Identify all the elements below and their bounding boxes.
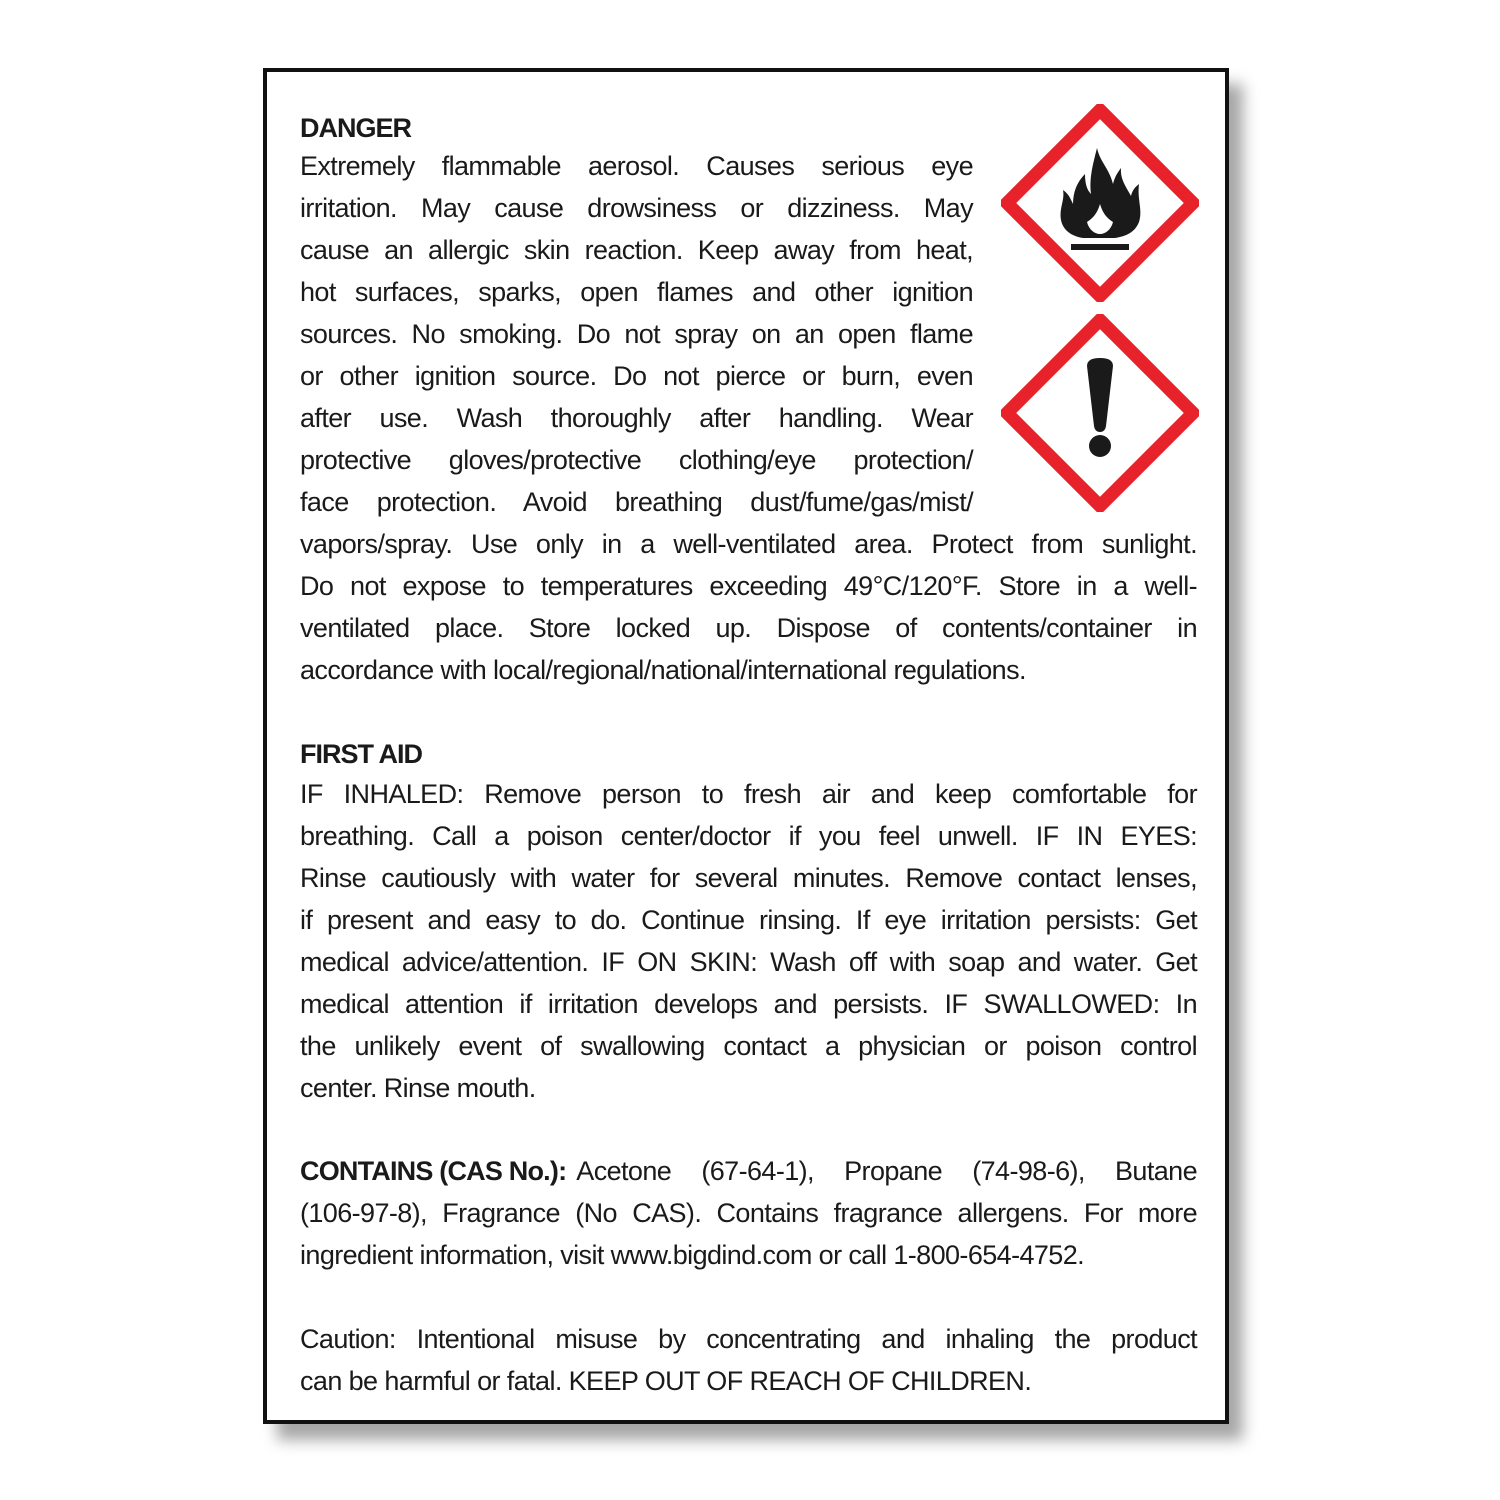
first-aid-line: medical attention if irritation develops and persists. IF SWALLOWED: In [300,989,1197,1019]
danger-line: Extremely flammable aerosol. Causes serious eye [300,151,973,181]
danger-line: Do not expose to temperatures exceeding 49°C/120°F. Store in a well- [300,571,1197,601]
danger-heading: DANGER [300,113,412,143]
contains-line: (106-97-8), Fragrance (No CAS). Contains fragrance allergens. For more [300,1198,1197,1228]
first-aid-line: IF INHALED: Remove person to fresh air and keep comfortable for [300,779,1197,809]
exclamation-icon [1001,314,1199,512]
flame-pictogram [1001,104,1199,302]
first-aid-line: breathing. Call a poison center/doctor if you feel unwell. IF IN EYES: [300,821,1197,851]
danger-line: vapors/spray. Use only in a well-ventilated area. Protect from sunlight. [300,529,1197,559]
contains-line [300,1151,1197,1193]
caution-line: can be harmful or fatal. KEEP OUT OF REACH OF CHILDREN. [300,1366,1032,1396]
danger-line: irritation. May cause drowsiness or dizziness. May [300,193,973,223]
first-aid-line: medical advice/attention. IF ON SKIN: Wash off with soap and water. Get [300,947,1197,977]
danger-line: protective gloves/protective clothing/eye protection/ [300,445,973,475]
danger-line: or other ignition source. Do not pierce or burn, even [300,361,973,391]
danger-line: face protection. Avoid breathing dust/fume/gas/mist/ [300,487,973,517]
first-aid-line: if present and easy to do. Continue rinsing. If eye irritation persists: Get [300,905,1197,935]
contains-text: Acetone (67-64-1), Propane (74-98-6), Butane [576,1156,1197,1186]
danger-line: sources. No smoking. Do not spray on an open flame [300,319,973,349]
danger-line: cause an allergic skin reaction. Keep away from heat, [300,235,973,265]
first-aid-line: the unlikely event of swallowing contact a physician or poison control [300,1031,1197,1061]
flame-icon [1001,104,1199,302]
danger-line: hot surfaces, sparks, open flames and other ignition [300,277,973,307]
first-aid-heading: FIRST AID [300,739,422,769]
caution-line: Caution: Intentional misuse by concentrating and inhaling the product [300,1324,1197,1354]
danger-line: ventilated place. Store locked up. Dispose of contents/container in [300,613,1197,643]
first-aid-line: center. Rinse mouth. [300,1073,536,1103]
danger-line: after use. Wash thoroughly after handling. Wear [300,403,973,433]
contains-label: CONTAINS (CAS No.): [300,1156,567,1186]
first-aid-line: Rinse cautiously with water for several minutes. Remove contact lenses, [300,863,1197,893]
danger-line: accordance with local/regional/national/international regulations. [300,655,1026,685]
contains-line: ingredient information, visit www.bigdind.com or call 1-800-654-4752. [300,1240,1085,1270]
exclamation-pictogram [1001,314,1199,512]
